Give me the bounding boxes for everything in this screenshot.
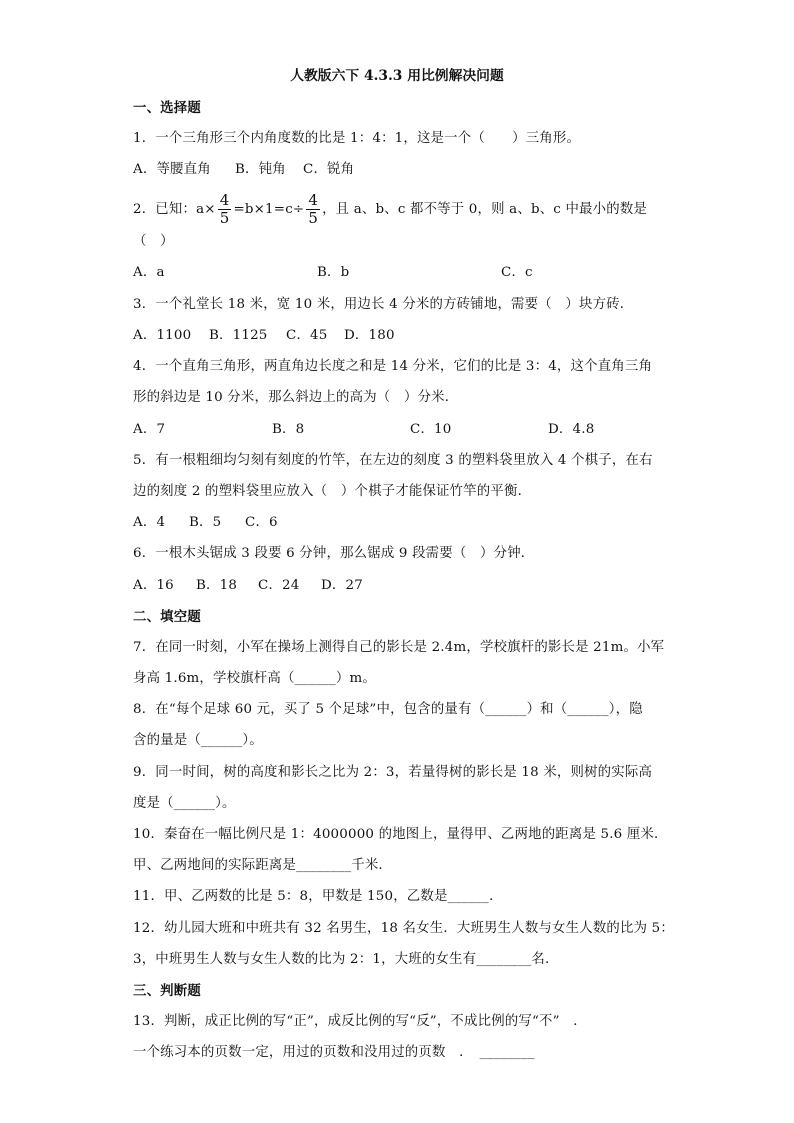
question-4-line-1: 4．一个直角三角形，两直角边长度之和是 14 分米，它们的比是 3：4，这个直角三角 [133,359,653,374]
section-heading-judge: 三、判断题 [133,983,201,999]
question-2-option-a: A．a [133,265,165,280]
question-2-text: 2．已知：a× $\frac{4}{5}$ =b×1=c÷ $\frac{4}{5}$ ，且 a、b、c 都不等于 0，则 a、b、c 中最小的数是 [133,191,648,227]
question-4-option-b: B．8 [272,422,305,437]
question-2-option-c: C．c [501,265,533,280]
question-5-line-2: 边的刻度 2 的塑料袋里应放入（ ）个棋子才能保证竹竿的平衡． [133,484,532,499]
question-1-text: 1．一个三角形三个内角度数的比是 1：4：1，这是一个（ ）三角形。 [133,131,581,146]
question-5-options [133,513,278,533]
question-6-option-b: B．18 [196,578,238,593]
fraction-four-fifths: $\frac{4}{5}$ [219,191,230,227]
question-9-line-2: 度是（______）。 [133,796,236,811]
question-4-option-c: C．10 [410,422,452,437]
question-3-options [133,326,395,346]
question-12-line-2: 3，中班男生人数与女生人数的比为 2：1，大班的女生有________名. [133,952,550,967]
question-5-option-b: B．5 [189,515,222,530]
question-12-line-1: 12．幼儿园大班和中班共有 32 名男生，18 名女生．大班男生人数与女生人数的比为 5： [133,921,674,936]
question-13-line-1: 13．判断，成正比例的写“正”，成反比例的写“反”，不成比例的写“不” ． [133,1014,587,1029]
question-9-line-1: 9．同一时间，树的高度和影长之比为 2：3，若量得树的影长是 18 米，则树的实际高 [133,765,653,780]
question-4-line-2: 形的斜边是 10 分米，那么斜边上的高为（ ）分米． [133,390,459,405]
question-4-option-d: D．4.8 [548,422,595,437]
question-1-options [133,160,354,180]
question-3-option-d: D．180 [344,328,395,343]
question-10-line-2: 甲、乙两地间的实际距离是________千米． [133,858,393,873]
question-6-options [133,576,363,596]
question-4-options [133,420,594,440]
question-3-option-a: A．1100 [133,328,192,343]
question-3-text: 3．一个礼堂长 18 米，宽 10 米，用边长 4 分米的方砖铺地，需要（ ）块方砖． [133,297,634,312]
question-3-option-c: C．45 [286,328,328,343]
question-1-option-c: C．锐角 [303,162,355,177]
question-11-text: 11．甲、乙两数的比是 5：8，甲数是 150，乙数是______. [133,889,494,904]
page-title: 人教版六下 4.3.3 用比例解决问题 [290,68,504,84]
section-heading-choice: 一、选择题 [133,100,201,116]
question-5-option-c: C．6 [245,515,278,530]
question-2-option-b: B．b [317,265,350,280]
question-8-line-2: 含的量是（______）。 [133,733,263,748]
question-7-line-1: 7．在同一时刻，小军在操场上测得自己的影长是 2.4m，学校旗杆的影长是 21m。小军 [133,640,665,655]
question-6-option-c: C．24 [258,578,300,593]
question-6-option-d: D．27 [321,578,363,593]
question-6-option-a: A．16 [133,578,174,593]
question-4-option-a: A．7 [133,422,166,437]
fraction-four-fifths: $\frac{4}{5}$ [308,191,319,227]
question-3-option-b: B．1125 [209,328,268,343]
question-1-option-a: A．等腰直角 [133,162,211,177]
question-6-text: 6．一根木头锯成 3 段要 6 分钟，那么锯成 9 段需要（ ）分钟． [133,546,535,561]
question-5-option-a: A．4 [133,515,166,530]
question-8-line-1: 8．在“每个足球 60 元，买了 5 个足球”中，包含的量有（______）和（______），隐 [133,702,643,717]
question-10-line-1: 10．秦奋在一幅比例尺是 1：4000000 的地图上，量得甲、乙两地的距离是 5.6 厘米． [133,827,668,842]
section-heading-fill: 二、填空题 [133,609,201,625]
question-2-options [133,263,533,283]
question-1-option-b: B．钝角 [235,162,286,177]
question-2-blank: （ ） [133,234,174,249]
question-13-line-2: 一个练习本的页数一定，用过的页数和没用过的页数 ． ________ [133,1045,535,1060]
question-5-line-1: 5．有一根粗细均匀刻有刻度的竹竿，在左边的刻度 3 的塑料袋里放入 4 个棋子，在右 [133,453,653,468]
question-7-line-2: 身高 1.6m，学校旗杆高（______）m。 [133,671,377,686]
